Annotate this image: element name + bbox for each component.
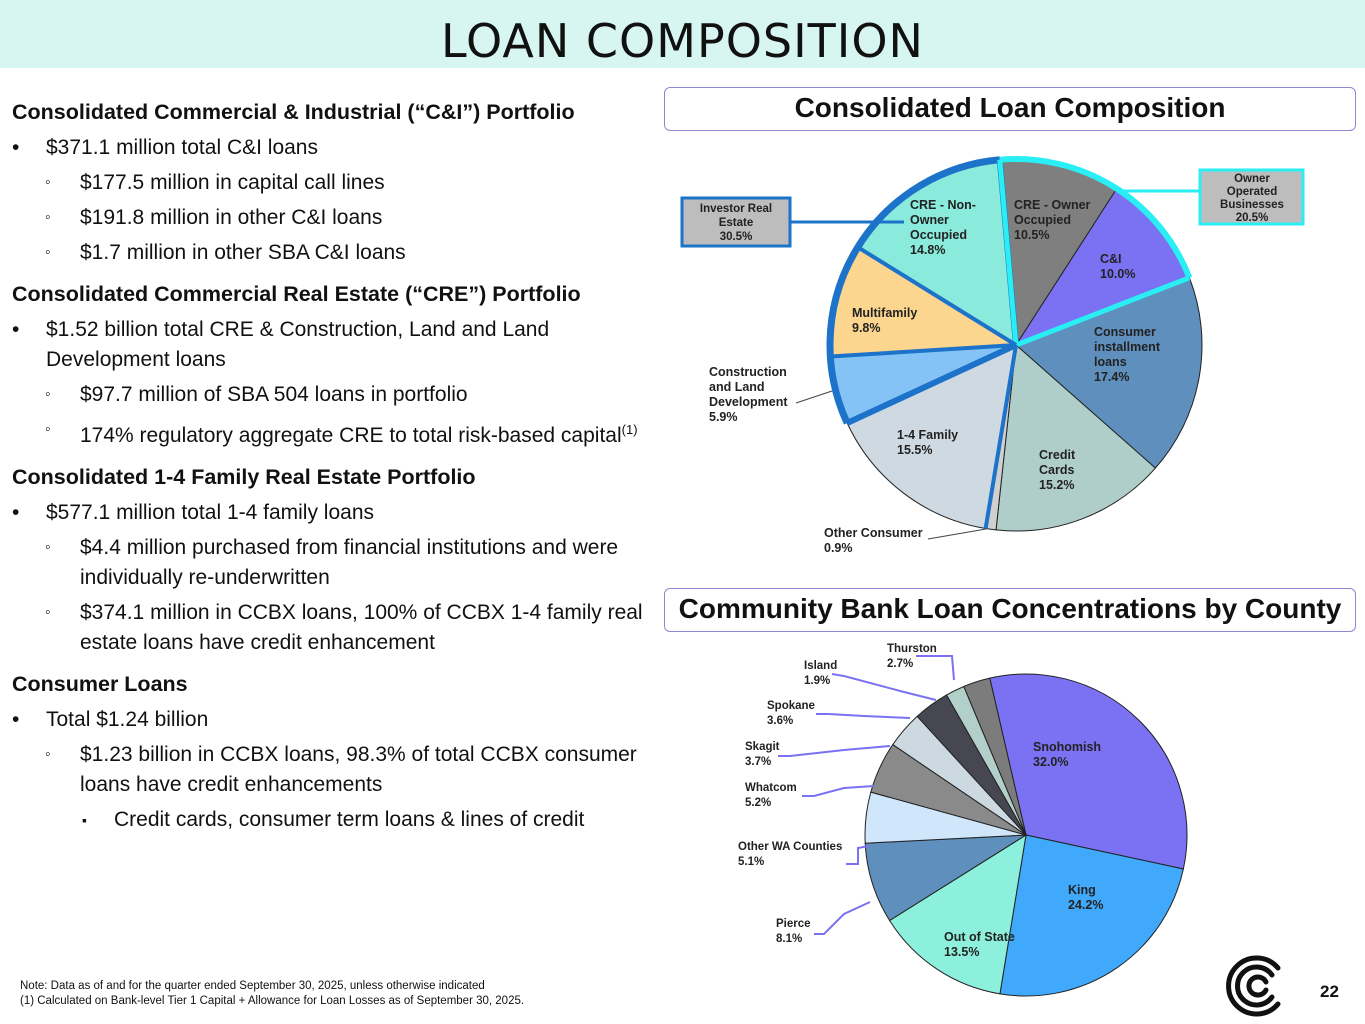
slice-label-consumer-installment-loans-line: Consumer: [1094, 325, 1156, 339]
consumer-sub-ccbx: ◦ $1.23 billion in CCBX loans, 98.3% of total CCBX consumer loans have credit enhancements: [12, 740, 672, 800]
slice-label-other-wa-counties-line: 5.1%: [738, 856, 765, 868]
slice-label-snohomish-line: 32.0%: [1033, 755, 1069, 769]
slice-label-consumer-installment-loans-line: 17.4%: [1094, 370, 1130, 384]
group-label-owner-line: Owner: [1234, 173, 1270, 185]
group-label-investor-line: 30.5%: [719, 231, 753, 243]
ci-section: [12, 100, 672, 268]
leader-thurston: [916, 656, 954, 680]
family-bullet-total: • $577.1 million total 1-4 family loans: [12, 498, 672, 528]
chart2-title-box: [664, 588, 1356, 632]
group-label-owner-line: 20.5%: [1235, 212, 1269, 224]
slice-label-cre-non-owner-occupied-line: 14.8%: [910, 243, 946, 257]
footnote-note: Note: Data as of and for the quarter ended September 30, 2025, unless otherwise indicated: [20, 980, 485, 992]
ci-sub-sba: ◦ $1.7 million in other SBA C&I loans: [12, 238, 672, 268]
cre-bullet-total: • $1.52 billion total CRE & Construction, Land and Land Development loans: [12, 315, 672, 375]
left-column: [12, 100, 672, 849]
chart1-title-box: [664, 87, 1356, 131]
slice-label-multifamily-line: 9.8%: [852, 321, 881, 335]
slice-label-cre-non-owner-occupied-line: Owner: [910, 213, 949, 227]
group-label-investor-line: Investor Real: [699, 203, 773, 215]
leader-whatcom: [802, 786, 874, 796]
family-sub-ccbx: ◦ $374.1 million in CCBX loans, 100% of CCBX 1-4 family real estate loans have credit enhancement: [12, 598, 672, 658]
slice-label-island-line: Island: [804, 660, 838, 672]
slice-label-cre-non-owner-occupied-line: Occupied: [910, 228, 967, 242]
chart2-title: Community Bank Loan Concentrations by County: [678, 593, 1342, 624]
slice-label-king-line: King: [1068, 883, 1096, 897]
ci-title: Consolidated Commercial & Industrial (“C&I”) Portfolio: [12, 100, 575, 124]
slice-label-credit-cards-line: 15.2%: [1039, 478, 1075, 492]
leader-pierce: [814, 902, 870, 934]
slice-label-multifamily-line: Multifamily: [852, 306, 918, 320]
slice-label-king-line: 24.2%: [1068, 898, 1104, 912]
group-label-owner-line: Operated: [1226, 186, 1278, 198]
ci-sub-other: ◦ $191.8 million in other C&I loans: [12, 203, 672, 233]
slice-label-cre-owner-occupied-line: CRE - Owner: [1014, 198, 1091, 212]
leader-island: [832, 674, 936, 700]
slice-label-skagit-line: 3.7%: [745, 756, 772, 768]
family-title: Consolidated 1-4 Family Real Estate Portfolio: [12, 465, 476, 489]
slice-label-credit-cards-line: Cards: [1039, 463, 1075, 477]
slice-label-construction-line: Development: [709, 395, 788, 409]
consumer-sub-products: ▪ Credit cards, consumer term loans & lines of credit: [12, 805, 672, 835]
footnote-1: (1) Calculated on Bank-level Tier 1 Capital + Allowance for Loan Losses as of September 30, 2025.: [20, 995, 525, 1007]
leader-skagit: [778, 746, 890, 756]
group-label-owner-line: Businesses: [1220, 199, 1284, 211]
page-title: LOAN COMPOSITION: [441, 14, 924, 68]
leader-other-consumer: [928, 529, 986, 539]
footnote-ref: (1): [621, 422, 638, 437]
page-number: 22: [1320, 982, 1339, 1001]
cre-sub-regulatory-text: 174% regulatory aggregate CRE to total risk-based capital: [80, 424, 622, 447]
group-label-investor-line: Estate: [718, 217, 754, 229]
cre-title: Consolidated Commercial Real Estate (“CRE”) Portfolio: [12, 282, 581, 306]
family-sub-purchased: ◦ $4.4 million purchased from financial institutions and were individually re-underwritten: [12, 533, 672, 593]
consumer-bullet-total: • Total $1.24 billion: [12, 705, 672, 735]
header-bar: [0, 0, 1365, 68]
slice-label-out-of-state-line: Out of State: [944, 930, 1015, 944]
slice-label-consumer-installment-loans-line: loans: [1094, 355, 1127, 369]
slice-label-other-consumer-line: 0.9%: [824, 541, 853, 555]
slice-label-other-wa-counties: [738, 841, 842, 868]
slice-label-island-line: 1.9%: [804, 675, 831, 687]
family-section: [12, 465, 672, 658]
slice-label-snohomish-line: Snohomish: [1033, 740, 1102, 754]
ci-sub-capital-call: ◦ $177.5 million in capital call lines: [12, 168, 672, 198]
consumer-section: [12, 672, 672, 835]
chart1-title: Consolidated Loan Composition: [794, 92, 1226, 123]
cre-sub-sba504: ◦ $97.7 million of SBA 504 loans in portfolio: [12, 380, 672, 410]
slice-label-1-4-family-line: 1-4 Family: [897, 428, 959, 442]
cre-sub-regulatory: [12, 415, 672, 451]
slice-label-credit-cards-line: Credit: [1039, 448, 1076, 462]
bank-logo-icon: [1226, 954, 1290, 1018]
slice-label-pierce: [776, 918, 811, 945]
slice-label-other-wa-counties-line: Other WA Counties: [738, 841, 843, 853]
slice-label-construction-line: 5.9%: [709, 410, 738, 424]
slice-label-skagit: [745, 741, 780, 768]
slice-label-construction: [709, 365, 788, 424]
slice-label-cre-owner-occupied-line: Occupied: [1014, 213, 1071, 227]
slice-label-cre-non-owner-occupied-line: CRE - Non-: [910, 198, 976, 212]
slice-label-thurston-line: 2.7%: [887, 658, 914, 670]
slice-label-whatcom-line: Whatcom: [745, 782, 797, 794]
slice-label-spokane-line: 3.6%: [767, 715, 794, 727]
slice-label-spokane: [767, 700, 815, 727]
slice-label-construction-line: Construction: [709, 365, 787, 379]
leader-construction: [796, 391, 832, 403]
slice-label-c-i-line: C&I: [1100, 252, 1122, 266]
consumer-title: Consumer Loans: [12, 672, 188, 696]
slice-label-skagit-line: Skagit: [745, 741, 780, 753]
slice-label-other-consumer-line: Other Consumer: [824, 526, 923, 540]
cre-section: [12, 282, 672, 451]
county-concentration-pie-chart: [664, 636, 1354, 1006]
slice-label-spokane-line: Spokane: [767, 700, 815, 712]
leader-spokane: [816, 714, 910, 718]
slice-label-construction-line: and Land: [709, 380, 765, 394]
slice-label-consumer-installment-loans-line: installment: [1094, 340, 1160, 354]
slice-label-cre-owner-occupied-line: 10.5%: [1014, 228, 1050, 242]
slice-label-other-consumer: [824, 526, 923, 555]
slice-label-thurston-line: Thurston: [887, 643, 937, 655]
slice-label-whatcom-line: 5.2%: [745, 797, 772, 809]
slice-label-1-4-family-line: 15.5%: [897, 443, 933, 457]
slice-label-credit-cards: [1039, 448, 1076, 492]
footnotes: [20, 979, 524, 1009]
slice-label-c-i-line: 10.0%: [1100, 267, 1136, 281]
slice-label-pierce-line: Pierce: [776, 918, 811, 930]
slice-label-pierce-line: 8.1%: [776, 933, 803, 945]
slice-label-out-of-state-line: 13.5%: [944, 945, 980, 959]
loan-composition-pie-chart: [664, 135, 1354, 575]
ci-bullet-total: • $371.1 million total C&I loans: [12, 133, 672, 163]
slice-label-whatcom: [745, 782, 797, 809]
